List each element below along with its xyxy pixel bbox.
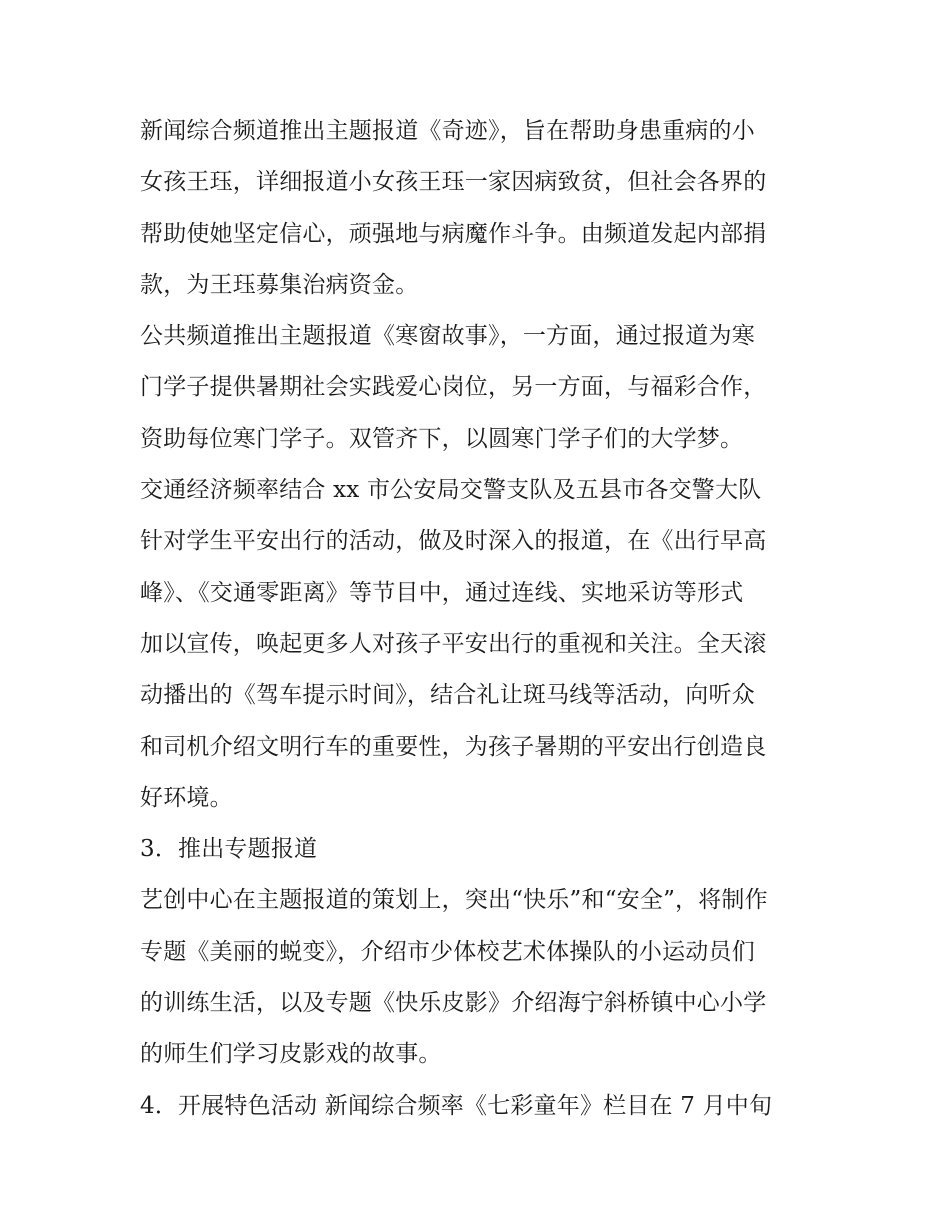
text-line: 资助每位寒门学子。双管齐下，以圆寒门学子们的大学梦。 (140, 425, 744, 452)
text-line: 和司机介绍文明行车的重要性，为孩子暑期的平安出行创造良 (140, 733, 767, 760)
text-line: 公共频道推出主题报道《寒窗故事》，一方面，通过报道为寒 (140, 323, 755, 350)
text-line: 新闻综合频道推出主题报道《奇迹》，旨在帮助身患重病的小 (140, 118, 755, 144)
text-line: 帮助使她坚定信心，顽强地与病魔作斗争。由频道发起内部捐 (140, 220, 767, 247)
text-line: 好环境。 (140, 784, 233, 811)
text-line: 峰》、《交通零距离》等节目中，通过连线、实地采访等形式 (140, 579, 744, 606)
text-line: 的训练生活，以及专题《快乐皮影》介绍海宁斜桥镇中心小学 (140, 990, 767, 1017)
text-line: 门学子提供暑期社会实践爱心岗位，另一方面，与福彩合作， (140, 374, 767, 401)
text-line: 交通经济频率结合 xx 市公安局交警支队及五县市各交警大队 (140, 477, 762, 504)
section-heading: 4．开展特色活动 新闻综合频率《七彩童年》栏目在 7 月中旬 (140, 1092, 773, 1119)
text-line: 款，为王珏募集治病资金。 (140, 271, 419, 298)
section-heading: 3．推出专题报道 (140, 836, 318, 863)
text-line: 的师生们学习皮影戏的故事。 (140, 1041, 442, 1068)
text-line: 艺创中心在主题报道的策划上，突出“快乐”和“安全”，将制作 (140, 887, 768, 914)
text-line: 女孩王珏，详细报道小女孩王珏一家因病致贫，但社会各界的 (140, 169, 767, 196)
text-line: 加以宣传，唤起更多人对孩子平安出行的重视和关注。全天滚 (140, 630, 767, 657)
document-page (140, 106, 820, 1132)
text-line: 针对学生平安出行的活动，做及时深入的报道，在《出行早高 (140, 528, 767, 555)
text-line: 动播出的《驾车提示时间》，结合礼让斑马线等活动，向听众 (140, 682, 755, 709)
text-line: 专题《美丽的蜕变》，介绍市少体校艺术体操队的小运动员们 (140, 938, 755, 965)
